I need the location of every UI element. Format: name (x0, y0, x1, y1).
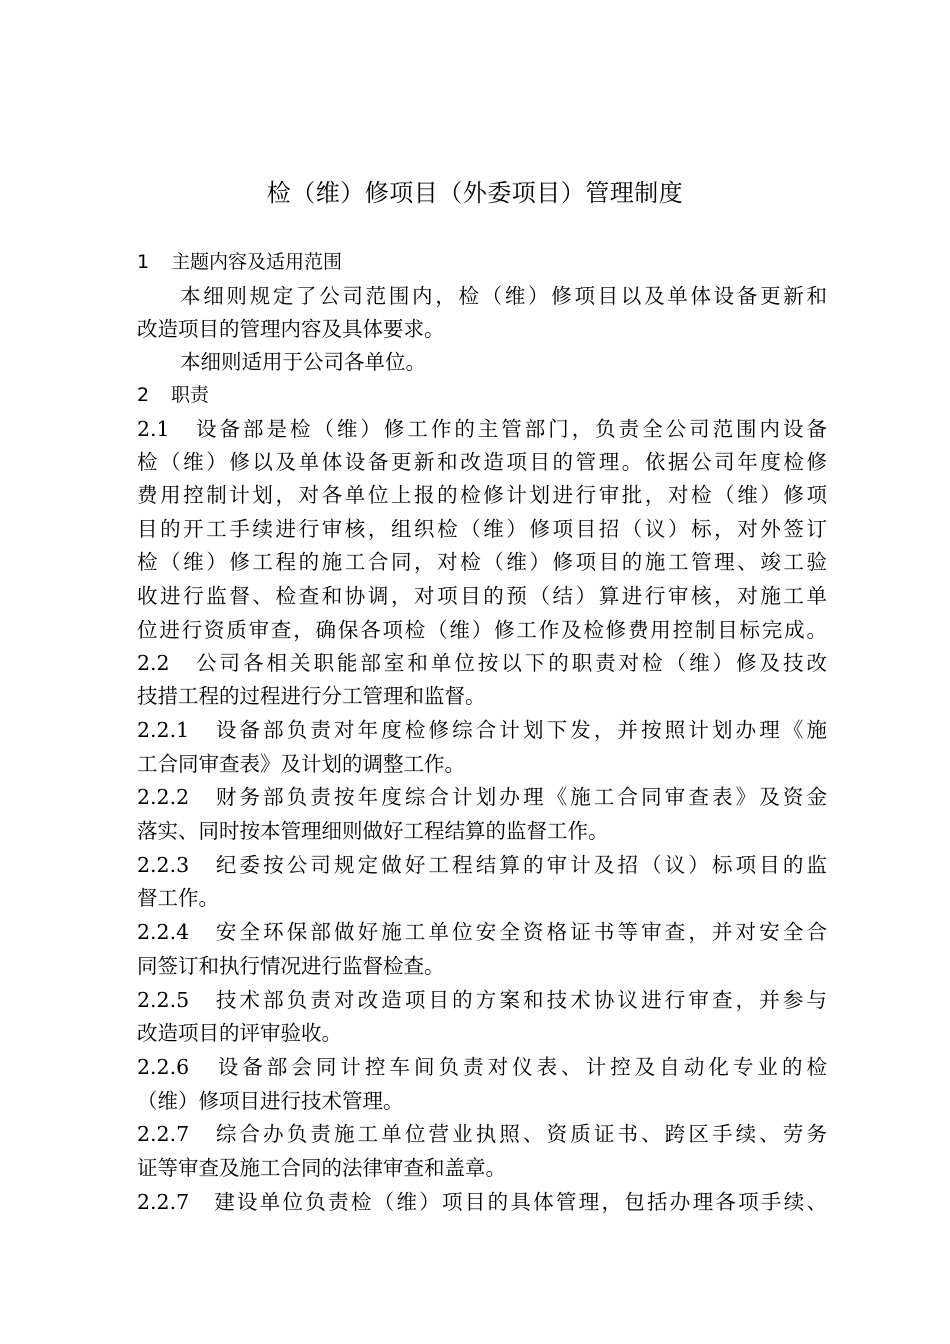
paragraph-line: 2.2.4 安全环保部做好施工单位安全资格证书等审查，并对安全合 (137, 920, 827, 944)
paragraph-line: 2.1 设备部是检（维）修工作的主管部门，负责全公司范围内设备 (137, 417, 827, 441)
section-heading-2 (137, 379, 827, 412)
paragraph-line: 改造项目的管理内容及具体要求。 (137, 317, 445, 341)
section-number: 2 (137, 384, 150, 406)
paragraph-line: 工合同审查表》及计划的调整工作。 (137, 752, 465, 776)
paragraph-line: 本细则规定了公司范围内，检（维）修项目以及单体设备更新和 (180, 284, 827, 308)
paragraph-line: 2.2.5 技术部负责对改造项目的方案和技术协议进行审查，并参与 (137, 988, 827, 1012)
paragraph-line: 检（维）修工程的施工合同，对检（维）修项目的施工管理、竣工验 (137, 550, 827, 574)
paragraph-line: 2.2.7 综合办负责施工单位营业执照、资质证书、跨区手续、劳务 (137, 1122, 827, 1146)
paragraph-line: 收进行监督、检查和协调，对项目的预（结）算进行审核，对施工单 (137, 584, 827, 608)
paragraph-line: 2.2.3 纪委按公司规定做好工程结算的审计及招（议）标项目的监 (137, 853, 827, 877)
section-heading-label: 主题内容及适用范围 (171, 251, 343, 273)
paragraph-line: 目的开工手续进行审核，组织检（维）修项目招（议）标，对外签订 (137, 517, 827, 541)
paragraph-line: 2.2.2 财务部负责按年度综合计划办理《施工合同审查表》及资金 (137, 785, 827, 809)
document-title: 检（维）修项目（外委项目）管理制度 (266, 179, 684, 207)
paragraph-line: 2.2.7 建设单位负责检（维）项目的具体管理，包括办理各项手续、 (137, 1190, 827, 1214)
paragraph-line: 费用控制计划，对各单位上报的检修计划进行审批，对检（维）修项 (137, 483, 827, 507)
section-heading-label: 职责 (171, 384, 210, 406)
paragraph-line: 督工作。 (137, 886, 219, 910)
paragraph-line: 本细则适用于公司各单位。 (180, 350, 426, 374)
paragraph-line: 检（维）修以及单体设备更新和改造项目的管理。依据公司年度检修 (137, 450, 827, 474)
paragraph-line: 证等审查及施工合同的法律审查和盖章。 (137, 1156, 506, 1180)
paragraph-line: （维）修项目进行技术管理。 (137, 1089, 404, 1113)
paragraph-line: 2.2.6 设备部会同计控车间负责对仪表、计控及自动化专业的检 (137, 1055, 827, 1079)
paragraph-line: 改造项目的评审验收。 (137, 1021, 342, 1045)
paragraph-line: 2.2 公司各相关职能部室和单位按以下的职责对检（维）修及技改 (137, 651, 827, 675)
section-number: 1 (137, 251, 150, 273)
paragraph-line: 位进行资质审查，确保各项检（维）修工作及检修费用控制目标完成。 (137, 618, 827, 642)
section-heading-1 (137, 246, 827, 279)
paragraph-line: 落实、同时按本管理细则做好工程结算的监督工作。 (137, 819, 609, 843)
paragraph-line: 技措工程的过程进行分工管理和监督。 (137, 684, 486, 708)
paragraph-line: 2.2.1 设备部负责对年度检修综合计划下发，并按照计划办理《施 (137, 718, 827, 742)
paragraph-line: 同签订和执行情况进行监督检查。 (137, 954, 445, 978)
